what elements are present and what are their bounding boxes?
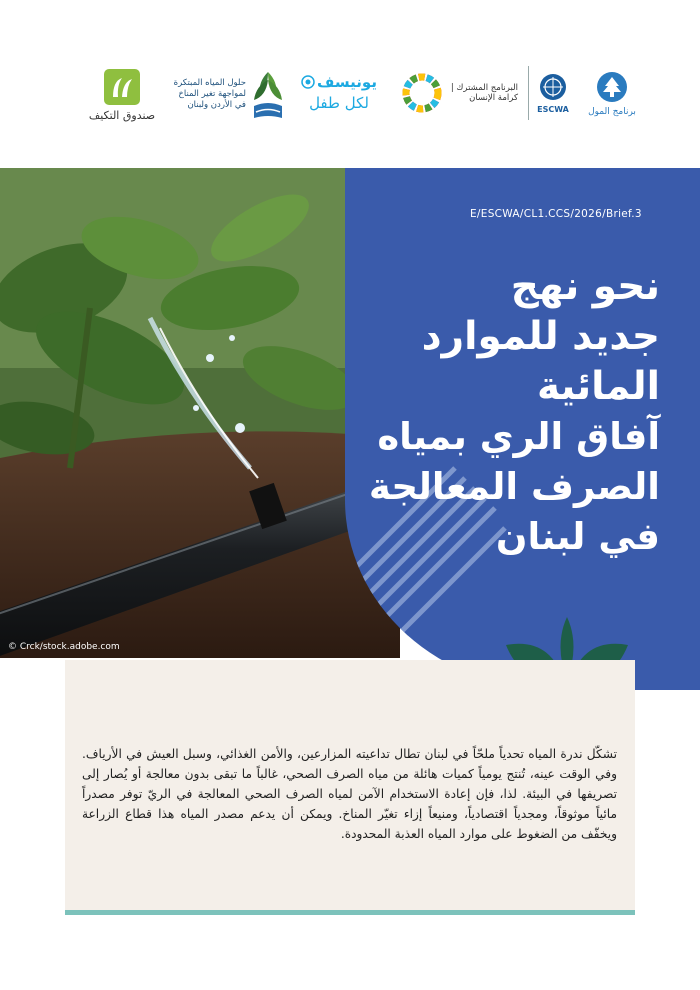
sdg-wheel-icon [402, 73, 442, 113]
photo-credit: © Crck/stock.adobe.com [8, 642, 120, 652]
escwa-label: ESCWA [537, 105, 569, 114]
sdg-label: البرنامج المشترك | كرامة الإنسان [450, 83, 518, 103]
lebanon-program-logo [582, 66, 642, 120]
water-solutions-logo [168, 62, 288, 126]
title-line-1: نحو نهج [510, 264, 660, 309]
subtitle-line-3: في لبنان [495, 515, 660, 558]
document-code: E/ESCWA/CL1.CCS/2026/Brief.3 [470, 208, 642, 220]
adaptation-fund-label: صندوق التكيف [88, 108, 156, 122]
adaptation-fund-logo [82, 66, 162, 124]
adaptation-fund-icon [104, 69, 140, 105]
sdg-logo [402, 70, 518, 116]
subtitle-line-2: الصرف المعالجة [368, 465, 660, 508]
unicef-logo [300, 66, 378, 118]
program-cedar-icon [595, 70, 629, 104]
unicef-globe-icon [301, 75, 315, 89]
title-line-3: المائية [536, 364, 660, 409]
unicef-tagline: لكل طفل [309, 93, 369, 112]
logo-strip [0, 0, 700, 160]
bottom-accent-rule [65, 910, 635, 915]
unicef-label: يونيسف [317, 72, 377, 91]
lebanon-program-label: برنامج المول [588, 106, 636, 117]
title-line-2: جديد للموارد [421, 314, 660, 359]
subtitle-line-1: آفاق الري بمياه [377, 415, 660, 458]
escwa-logo [528, 66, 577, 120]
cover-title [340, 262, 660, 562]
water-plant-icon [250, 66, 286, 122]
water-solutions-label: حلول المياه المبتكرة لمواجهة تغير المناخ في الأردن ولبنان [173, 77, 246, 110]
intro-paragraph: تشكّل ندرة المياه تحدياً ملحّاً في لبنان تطال تداعيته المزارعين، والأمن الغذائي، وسبل العيش في الأرياف. وفي الوقت عينه، تُنتج يومياً كميات هائلة من مياه الصرف الصحي، غالباً ما تبقى بدون معالجة أو يُصار إلى تصريفها في البيئة. لذا، فإن إعادة الاستخدام الآمن لمياه الصرف الصحي المعالجة في الريّ توفر مصدراً مائياً موثوقاً، ومجدياً اقتصادياً، ومنيعاً إزاء تغيّر المناخ. ويمكن أن يدعم مصدر المياه هذا قطاع الزراعة ويخفّف من الضغوط على موارد المياه العذبة المحدودة. [82, 747, 617, 841]
un-emblem-icon [538, 72, 568, 102]
